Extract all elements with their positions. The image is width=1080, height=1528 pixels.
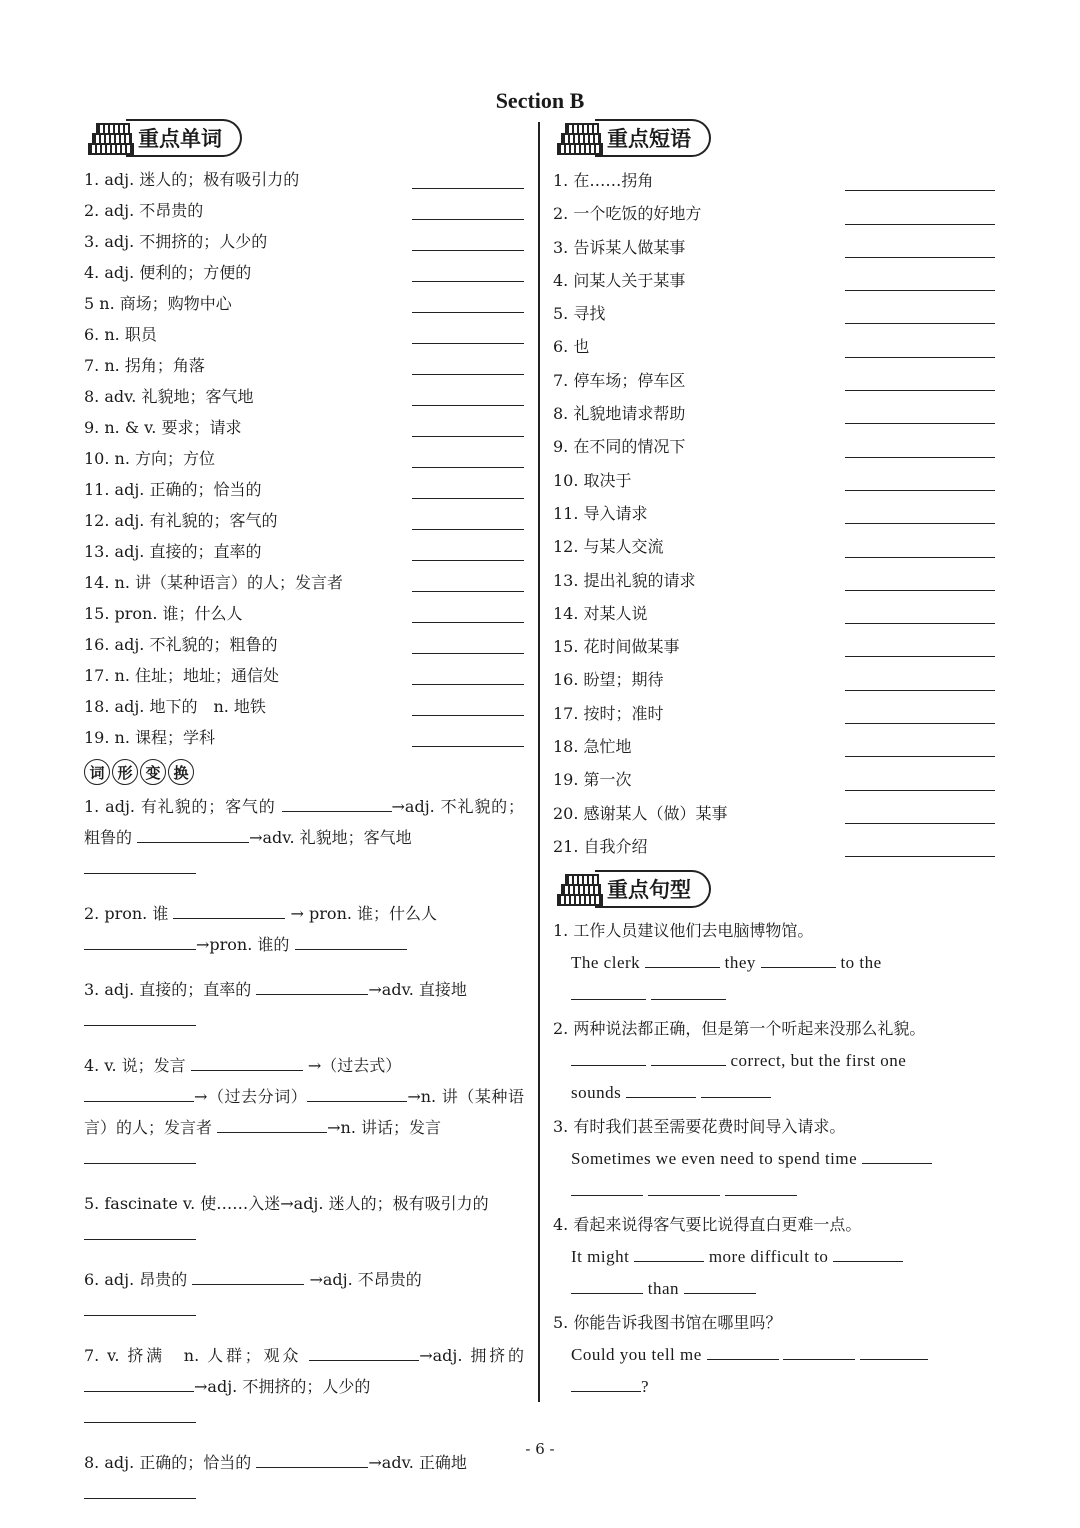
answer-blank[interactable] [845, 656, 995, 657]
word-text: 17. n. 住址；地址；通信处 [84, 666, 280, 685]
phrase-item [553, 797, 1003, 830]
transform-item-5 [84, 1188, 524, 1250]
answer-blank[interactable] [412, 250, 524, 251]
phrase-text: 2. 一个吃饭的好地方 [553, 204, 702, 224]
phrase-text: 19. 第一次 [553, 770, 632, 790]
transform-text: →adj. 不礼貌的；粗鲁的 [84, 797, 524, 847]
transform-text: 8. adj. 正确的；恰当的 [84, 1453, 252, 1472]
answer-blank[interactable] [217, 1114, 327, 1133]
phrase-text: 20. 感谢某人（做）某事 [553, 803, 728, 823]
answer-blank[interactable] [783, 1341, 855, 1360]
books-icon [84, 121, 134, 155]
answer-blank[interactable] [845, 723, 995, 724]
phrase-item [553, 330, 1003, 363]
column-divider [538, 122, 540, 1402]
answer-blank[interactable] [684, 1275, 756, 1294]
word-text: 11. adj. 正确的；恰当的 [84, 480, 262, 499]
phrase-text: 6. 也 [553, 337, 590, 357]
answer-blank[interactable] [645, 949, 720, 968]
answer-blank[interactable] [845, 190, 995, 191]
sentence-english [553, 1143, 1003, 1207]
word-text: 4. adj. 便利的；方便的 [84, 263, 252, 282]
answer-blank[interactable] [571, 1047, 646, 1066]
phrase-text: 16. 盼望；期待 [553, 670, 664, 690]
sentence-item-3 [553, 1111, 1003, 1207]
answer-blank[interactable] [845, 557, 995, 558]
answer-blank[interactable] [860, 1341, 928, 1360]
transform-badge-char: 词 [84, 759, 110, 785]
books-icon [553, 121, 603, 155]
answer-blank[interactable] [412, 219, 524, 220]
answer-blank[interactable] [648, 1177, 720, 1196]
word-text: 1. adj. 迷人的；极有吸引力的 [84, 170, 300, 189]
answer-blank[interactable] [845, 690, 995, 691]
phrase-item [553, 630, 1003, 663]
key-words-title: 重点单词 [126, 119, 242, 157]
word-text: 9. n. & v. 要求；请求 [84, 418, 242, 437]
answer-blank[interactable] [309, 1342, 419, 1361]
answer-blank[interactable] [191, 1052, 303, 1071]
answer-blank[interactable] [412, 591, 524, 592]
transform-text: 1. adj. 有礼貌的；客气的 [84, 797, 276, 816]
phrase-item [553, 197, 1003, 230]
answer-blank[interactable] [192, 1266, 304, 1285]
sentence-english [553, 1045, 1003, 1109]
transform-text: →pron. 谁的 [196, 935, 290, 954]
answer-blank[interactable] [256, 976, 368, 995]
answer-blank[interactable] [571, 1373, 641, 1392]
phrase-item [553, 730, 1003, 763]
answer-blank[interactable] [84, 931, 196, 950]
answer-blank[interactable] [862, 1145, 932, 1164]
answer-blank[interactable] [845, 756, 995, 757]
answer-blank[interactable] [84, 1480, 196, 1499]
phrase-item [553, 564, 1003, 597]
transform-text: 4. v. 说；发言 [84, 1056, 186, 1075]
answer-blank[interactable] [412, 188, 524, 189]
key-sentences-title: 重点句型 [595, 870, 711, 908]
word-text: 7. n. 拐角；角落 [84, 356, 205, 375]
sentence-text: to the [840, 953, 882, 973]
answer-blank[interactable] [845, 357, 995, 358]
answer-blank[interactable] [651, 1047, 726, 1066]
answer-blank[interactable] [412, 467, 524, 468]
sentence-english [553, 1241, 1003, 1305]
answer-blank[interactable] [412, 653, 524, 654]
sentence-item-2 [553, 1013, 1003, 1109]
answer-blank[interactable] [412, 715, 524, 716]
phrase-text: 9. 在不同的情况下 [553, 437, 686, 457]
answer-blank[interactable] [307, 1083, 407, 1102]
answer-blank[interactable] [707, 1341, 779, 1360]
answer-blank[interactable] [84, 1221, 196, 1240]
answer-blank[interactable] [412, 560, 524, 561]
key-phrases-title: 重点短语 [595, 119, 711, 157]
phrase-text: 11. 导入请求 [553, 503, 648, 523]
transform-text: 2. pron. 谁 [84, 904, 169, 923]
word-item [84, 505, 524, 536]
answer-blank[interactable] [84, 1145, 196, 1164]
word-text: 6. n. 职员 [84, 325, 157, 344]
answer-blank[interactable] [173, 900, 285, 919]
phrase-text: 15. 花时间做某事 [553, 637, 680, 657]
phrase-item [553, 397, 1003, 430]
phrase-item [553, 297, 1003, 330]
answer-blank[interactable] [412, 622, 524, 623]
sentence-text: than [647, 1279, 680, 1299]
answer-blank[interactable] [845, 423, 995, 424]
word-item [84, 598, 524, 629]
word-item [84, 660, 524, 691]
word-item [84, 164, 524, 195]
phrase-item [553, 763, 1003, 796]
phrase-item [553, 830, 1003, 863]
answer-blank[interactable] [845, 523, 995, 524]
phrase-item [553, 164, 1003, 197]
word-item [84, 474, 524, 505]
word-text: 18. adj. 地下的 n. 地铁 [84, 697, 266, 716]
answer-blank[interactable] [845, 290, 995, 291]
transform-text: →adv. 正确地 [368, 1453, 467, 1472]
answer-blank[interactable] [571, 1275, 643, 1294]
answer-blank[interactable] [845, 623, 995, 624]
sentence-text: they [724, 953, 756, 973]
transform-text: →adj. 拥挤的 [419, 1346, 524, 1365]
word-item [84, 381, 524, 412]
transform-text: →（过去分词） [194, 1087, 308, 1106]
answer-blank[interactable] [761, 949, 836, 968]
phrase-text: 21. 自我介绍 [553, 836, 648, 856]
phrase-text: 8. 礼貌地请求帮助 [553, 404, 686, 424]
phrase-text: 10. 取决于 [553, 470, 632, 490]
phrase-text: 14. 对某人说 [553, 603, 648, 623]
answer-blank[interactable] [137, 824, 249, 843]
answer-blank[interactable] [84, 855, 196, 874]
word-text: 13. adj. 直接的；直率的 [84, 542, 262, 561]
transform-item-1 [84, 791, 524, 884]
sentence-text: It might [571, 1247, 630, 1267]
answer-blank[interactable] [651, 981, 726, 1000]
answer-blank[interactable] [634, 1243, 704, 1262]
answer-blank[interactable] [84, 1373, 194, 1392]
word-item [84, 412, 524, 443]
transform-item-6 [84, 1264, 524, 1326]
answer-blank[interactable] [412, 312, 524, 313]
sentence-text: more difficult to [708, 1247, 829, 1267]
phrase-text: 17. 按时；准时 [553, 703, 664, 723]
word-item [84, 257, 524, 288]
transform-text: 3. adj. 直接的；直率的 [84, 980, 252, 999]
left-column [84, 118, 524, 1523]
key-words-header [84, 118, 524, 158]
transform-item-3 [84, 974, 524, 1036]
answer-blank[interactable] [412, 684, 524, 685]
books-icon [553, 872, 603, 906]
transform-text: 7. v. 挤满 n. 人群；观众 [84, 1346, 302, 1365]
answer-blank[interactable] [845, 224, 995, 225]
word-text: 3. adj. 不拥挤的；人少的 [84, 232, 268, 251]
transform-text: 6. adj. 昂贵的 [84, 1270, 188, 1289]
phrase-text: 1. 在……拐角 [553, 171, 654, 190]
transform-text: 5. fascinate v. 使……入迷→adj. 迷人的；极有吸引力的 [84, 1194, 489, 1213]
transform-badge-char: 变 [140, 759, 166, 785]
word-text: 2. adj. 不昂贵的 [84, 201, 204, 220]
phrase-text: 12. 与某人交流 [553, 537, 664, 557]
answer-blank[interactable] [412, 746, 524, 747]
word-item [84, 567, 524, 598]
sentence-text: correct, but the first one [730, 1051, 907, 1071]
phrase-item [553, 697, 1003, 730]
transform-item-2 [84, 898, 524, 960]
transform-item-7 [84, 1340, 524, 1433]
answer-blank[interactable] [84, 1083, 194, 1102]
answer-blank[interactable] [571, 1177, 643, 1196]
phrase-item [553, 497, 1003, 530]
word-text: 15. pron. 谁；什么人 [84, 604, 243, 623]
phrase-text: 13. 提出礼貌的请求 [553, 570, 696, 590]
answer-blank[interactable] [845, 457, 995, 458]
word-transform-header [84, 759, 524, 785]
answer-blank[interactable] [412, 405, 524, 406]
phrase-item [553, 464, 1003, 497]
answer-blank[interactable] [845, 590, 995, 591]
transform-text: →adv. 礼貌地；客气地 [249, 828, 412, 847]
word-item [84, 443, 524, 474]
answer-blank[interactable] [84, 1297, 196, 1316]
transform-text: →n. 讲话；发言 [327, 1118, 441, 1137]
transform-text: →adj. 不拥挤的；人少的 [194, 1377, 371, 1396]
word-text: 5 n. 商场；购物中心 [84, 294, 232, 313]
phrase-item [553, 663, 1003, 696]
word-item [84, 350, 524, 381]
word-text: 10. n. 方向；方位 [84, 449, 216, 468]
word-list [84, 164, 524, 753]
answer-blank[interactable] [845, 390, 995, 391]
transform-text: →adv. 直接地 [368, 980, 467, 999]
phrase-item [553, 530, 1003, 563]
key-sentences-header [553, 869, 1003, 909]
answer-blank[interactable] [412, 498, 524, 499]
answer-blank[interactable] [295, 931, 407, 950]
answer-blank[interactable] [412, 436, 524, 437]
phrase-text: 18. 急忙地 [553, 737, 632, 757]
answer-blank[interactable] [412, 343, 524, 344]
sentence-item-4 [553, 1209, 1003, 1305]
phrase-text: 4. 问某人关于某事 [553, 270, 686, 290]
transform-badge-char: 形 [112, 759, 138, 785]
answer-blank[interactable] [701, 1079, 771, 1098]
transform-text: → pron. 谁；什么人 [290, 904, 438, 923]
sentence-text: The clerk [571, 953, 641, 973]
word-item [84, 722, 524, 753]
word-item [84, 536, 524, 567]
answer-blank[interactable] [845, 790, 995, 791]
answer-blank[interactable] [282, 793, 392, 812]
sentence-text: ? [641, 1377, 650, 1397]
phrase-item [553, 597, 1003, 630]
answer-blank[interactable] [626, 1079, 696, 1098]
answer-blank[interactable] [84, 1007, 196, 1026]
word-item [84, 288, 524, 319]
answer-blank[interactable] [571, 981, 646, 1000]
phrase-item [553, 264, 1003, 297]
answer-blank[interactable] [845, 823, 995, 824]
sentence-text: sounds [571, 1083, 622, 1103]
answer-blank[interactable] [725, 1177, 797, 1196]
word-text: 12. adj. 有礼貌的；客气的 [84, 511, 278, 530]
answer-blank[interactable] [412, 374, 524, 375]
answer-blank[interactable] [412, 529, 524, 530]
key-phrases-header [553, 118, 1003, 158]
word-item [84, 691, 524, 722]
sentence-chinese: 1. 工作人员建议他们去电脑博物馆。 [553, 921, 814, 941]
phrase-item [553, 364, 1003, 397]
transform-badge-char: 换 [168, 759, 194, 785]
answer-blank[interactable] [833, 1243, 903, 1262]
answer-blank[interactable] [845, 323, 995, 324]
answer-blank[interactable] [845, 257, 995, 258]
transform-text: →adj. 不昂贵的 [309, 1270, 422, 1289]
answer-blank[interactable] [412, 281, 524, 282]
word-item [84, 195, 524, 226]
transform-text: →n. 讲（某种语言）的人；发言者 [84, 1087, 524, 1137]
word-text: 8. adv. 礼貌地；客气地 [84, 387, 254, 406]
word-text: 16. adj. 不礼貌的；粗鲁的 [84, 635, 278, 654]
sentence-item-5 [553, 1307, 1003, 1403]
page-number: - 6 - [525, 1440, 555, 1458]
phrase-text: 5. 寻找 [553, 304, 606, 324]
transform-text: →（过去式） [307, 1056, 402, 1075]
word-item [84, 629, 524, 660]
word-text: 19. n. 课程；学科 [84, 728, 216, 747]
word-text: 14. n. 讲（某种语言）的人；发言者 [84, 573, 344, 592]
transform-item-4 [84, 1050, 524, 1174]
answer-blank[interactable] [845, 856, 995, 857]
phrase-item [553, 231, 1003, 264]
sentence-item-1 [553, 915, 1003, 1011]
sentence-english [553, 947, 1003, 1011]
sentence-chinese: 5. 你能告诉我图书馆在哪里吗？ [553, 1313, 782, 1333]
sentence-chinese: 4. 看起来说得客气要比说得直白更难一点。 [553, 1215, 862, 1235]
sentence-chinese: 3. 有时我们甚至需要花费时间导入请求。 [553, 1117, 846, 1137]
sentence-chinese: 2. 两种说法都正确，但是第一个听起来没那么礼貌。 [553, 1019, 926, 1039]
answer-blank[interactable] [845, 490, 995, 491]
phrase-text: 3. 告诉某人做某事 [553, 237, 686, 257]
right-column [553, 118, 1003, 1405]
sentence-text: Could you tell me [571, 1345, 702, 1365]
sentence-english [553, 1339, 1003, 1403]
section-title: Section B [495, 88, 585, 113]
phrase-list [553, 164, 1003, 863]
word-item [84, 319, 524, 350]
phrase-item [553, 430, 1003, 463]
sentence-text: Sometimes we even need to spend time [571, 1149, 858, 1169]
word-item [84, 226, 524, 257]
answer-blank[interactable] [84, 1404, 196, 1423]
phrase-text: 7. 停车场；停车区 [553, 370, 686, 390]
